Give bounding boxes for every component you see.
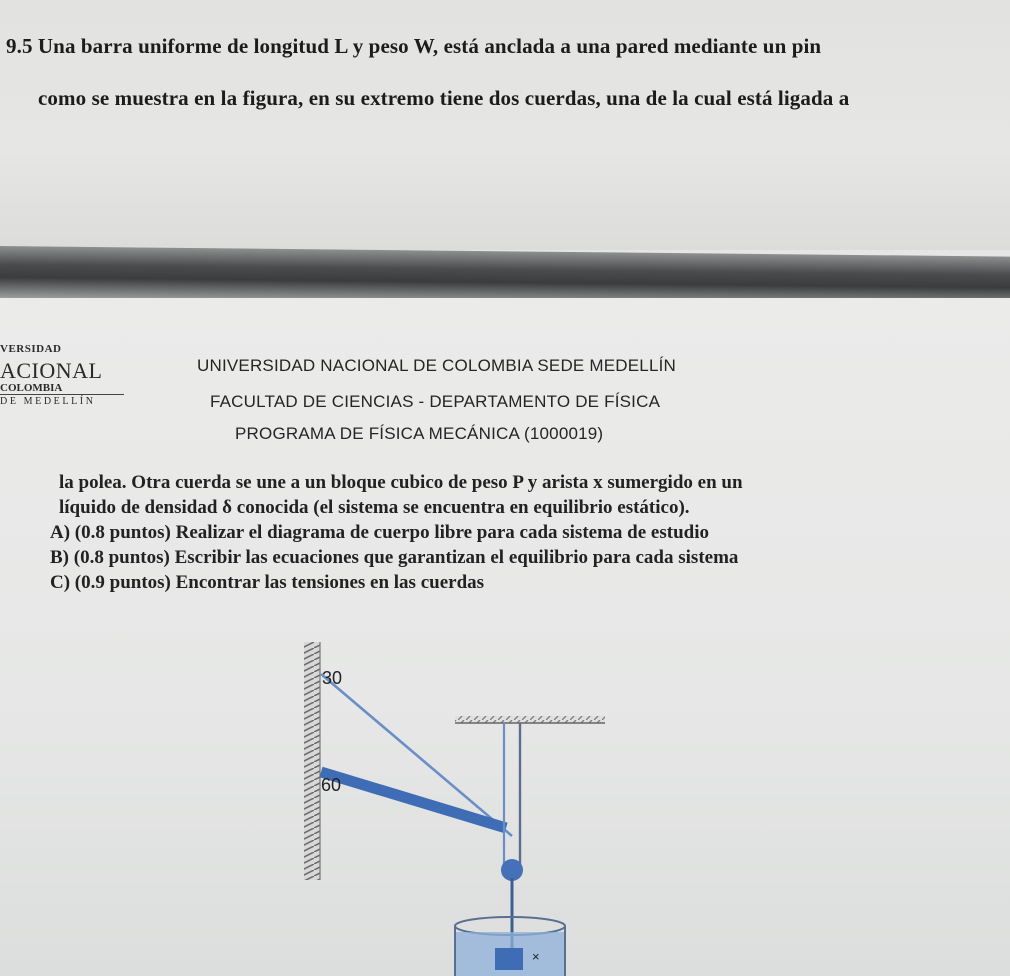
body-text-line-1: la polea. Otra cuerda se une a un bloque cubico de peso P y arista x sumergido en un xyxy=(59,472,743,493)
cube-label: × xyxy=(532,949,540,964)
logo-line-2: ACIONAL xyxy=(0,358,103,383)
item-a: A) (0.8 puntos) Realizar el diagrama de cuerpo libre para cada sistema de estudio xyxy=(50,522,709,543)
item-c: C) (0.9 puntos) Encontrar las tensiones en las cuerdas xyxy=(50,572,485,593)
body-text-line-2: líquido de densidad δ conocida (el sistema se encuentra en equilibrio estático). xyxy=(59,497,690,518)
item-b: B) (0.8 puntos) Escribir las ecuaciones que garantizan el equilibrio para cada sistema xyxy=(50,547,739,568)
bar xyxy=(321,772,506,828)
wall xyxy=(304,642,320,880)
logo-line-1: VERSIDAD xyxy=(0,343,62,355)
header-university: UNIVERSIDAD NACIONAL DE COLOMBIA SEDE MEDELLÍN xyxy=(197,356,677,375)
ceiling xyxy=(455,716,605,723)
logo-line-3: COLOMBIA xyxy=(0,382,63,394)
angle-label-top: 30 xyxy=(322,668,343,688)
header-faculty: FACULTAD DE CIENCIAS - DEPARTAMENTO DE FÍSICA xyxy=(210,392,661,411)
logo-rule xyxy=(0,394,124,395)
problem-text-line-1: 9.5 Una barra uniforme de longitud L y peso W, está anclada a una pared mediante un pin xyxy=(6,34,822,58)
angle-label-bottom: 60 xyxy=(321,775,342,795)
upper-rope xyxy=(321,674,512,836)
problem-text-line-2: como se muestra en la figura, en su extremo tiene dos cuerdas, una de la cual está ligada a xyxy=(38,86,850,110)
header-program: PROGRAMA DE FÍSICA MECÁNICA (1000019) xyxy=(235,424,604,443)
pulley xyxy=(501,859,523,881)
cube xyxy=(495,948,523,970)
logo-line-4: DE MEDELLÍN xyxy=(0,396,96,407)
